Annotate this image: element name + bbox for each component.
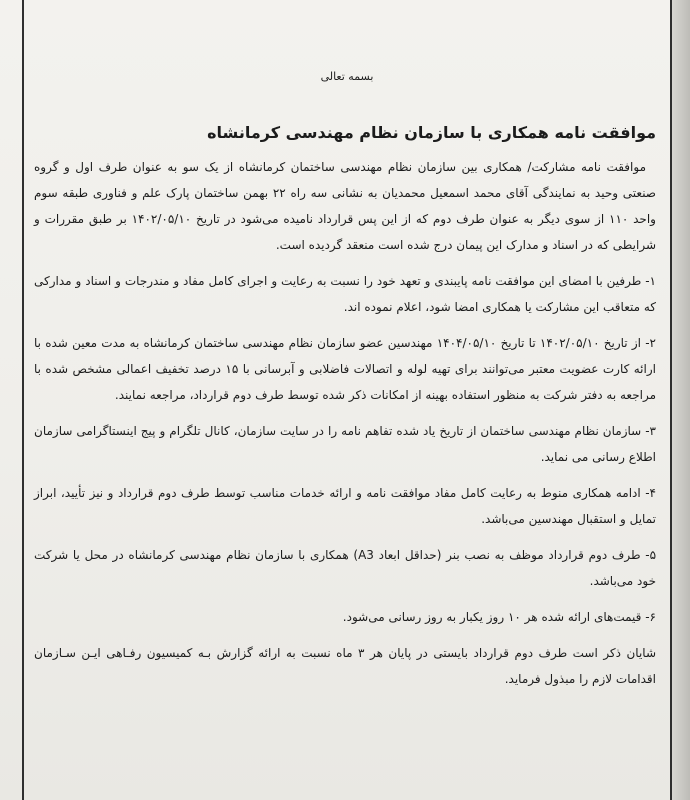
document-content xyxy=(34,70,660,702)
clause-4: ۴- ادامه همکاری منوط به رعایت کامل مفاد موافقت نامه و ارائه خدمات مناسب توسط طرف دوم قرارداد و نیز تأیید، ابراز تمایل و استقبال مهندسین می‌باشد. xyxy=(34,486,656,526)
page-border-right xyxy=(670,0,672,800)
clause-2: ۲- از تاریخ ۱۴۰۲/۰۵/۱۰ تا تاریخ ۱۴۰۴/۰۵/۱۰ مهندسین عضو سازمان نظام مهندسی ساختمان کرمانشاه به مدت معین شده با ارائه کارت عضویت معتبر می‌توانند برای تهیه لوله و اتصالات فاضلابی و آبرسانی با ۱۵ درصد تخفیف اعمالی مشخص شده با مراجعه به دفتر شرکت به منظور استفاده بهینه از امکانات ذکر شده توسط طرف دوم قرارداد، مراجعه نمایند. xyxy=(34,336,656,402)
page-border-left xyxy=(22,0,24,800)
clause-6: ۶- قیمت‌های ارائه شده هر ۱۰ روز یکبار به روز رسانی می‌شود. xyxy=(342,610,656,624)
clause-3: ۳- سازمان نظام مهندسی ساختمان از تاریخ یاد شده تفاهم نامه را در سایت سازمان، کانال تلگرام و پیج اینستاگرامی سازمان اطلاع رسانی می نماید. xyxy=(34,424,656,464)
document-title: موافقت نامه همکاری با سازمان نظام مهندسی کرمانشاه xyxy=(207,123,656,142)
basmala-heading: بسمه تعالی xyxy=(320,70,374,83)
closing-note: شایان ذکر است طرف دوم قرارداد بایستی در پایان هر ۳ ماه نسبت به ارائه گزارش بـه کمیسیون رفـاهی ایـن سـازمان اقدامات لازم را مبذول فرماید. xyxy=(34,646,656,686)
page-edge-shadow xyxy=(672,0,690,800)
clause-1: ۱- طرفین با امضای این موافقت نامه پایبندی و تعهد خود را نسبت به رعایت و اجرای کامل مفاد و مندرجات و اسناد و مدارکی که متعاقب این مشارکت یا همکاری امضا شود، اعلام نموده اند. xyxy=(34,274,656,314)
intro-paragraph: موافقت نامه مشارکت/ همکاری بین سازمان نظام مهندسی ساختمان کرمانشاه از یک سو به عنوان طرف اول و گروه صنعتی وحید به نمایندگی آقای محمد اسمعیل محمدیان به نشانی سه راه ۲۲ بهمن ساختمان پارک علم و فناوری طبقه سوم واحد ۱۱۰ از سوی دیگر به عنوان طرف دوم که از این پس قرارداد نامیده می‌شود در تاریخ ۱۴۰۲/۰۵/۱۰ بر طبق مقررات و شرایطی که در اسناد و مدارک این پیمان درج شده است منعقد گردیده است. xyxy=(34,160,657,252)
clause-5: ۵- طرف دوم قرارداد موظف به نصب بنر (حداقل ابعاد A3) همکاری با سازمان نظام مهندسی کرمانشاه در محل یا شرکت خود می‌باشد. xyxy=(34,548,657,588)
